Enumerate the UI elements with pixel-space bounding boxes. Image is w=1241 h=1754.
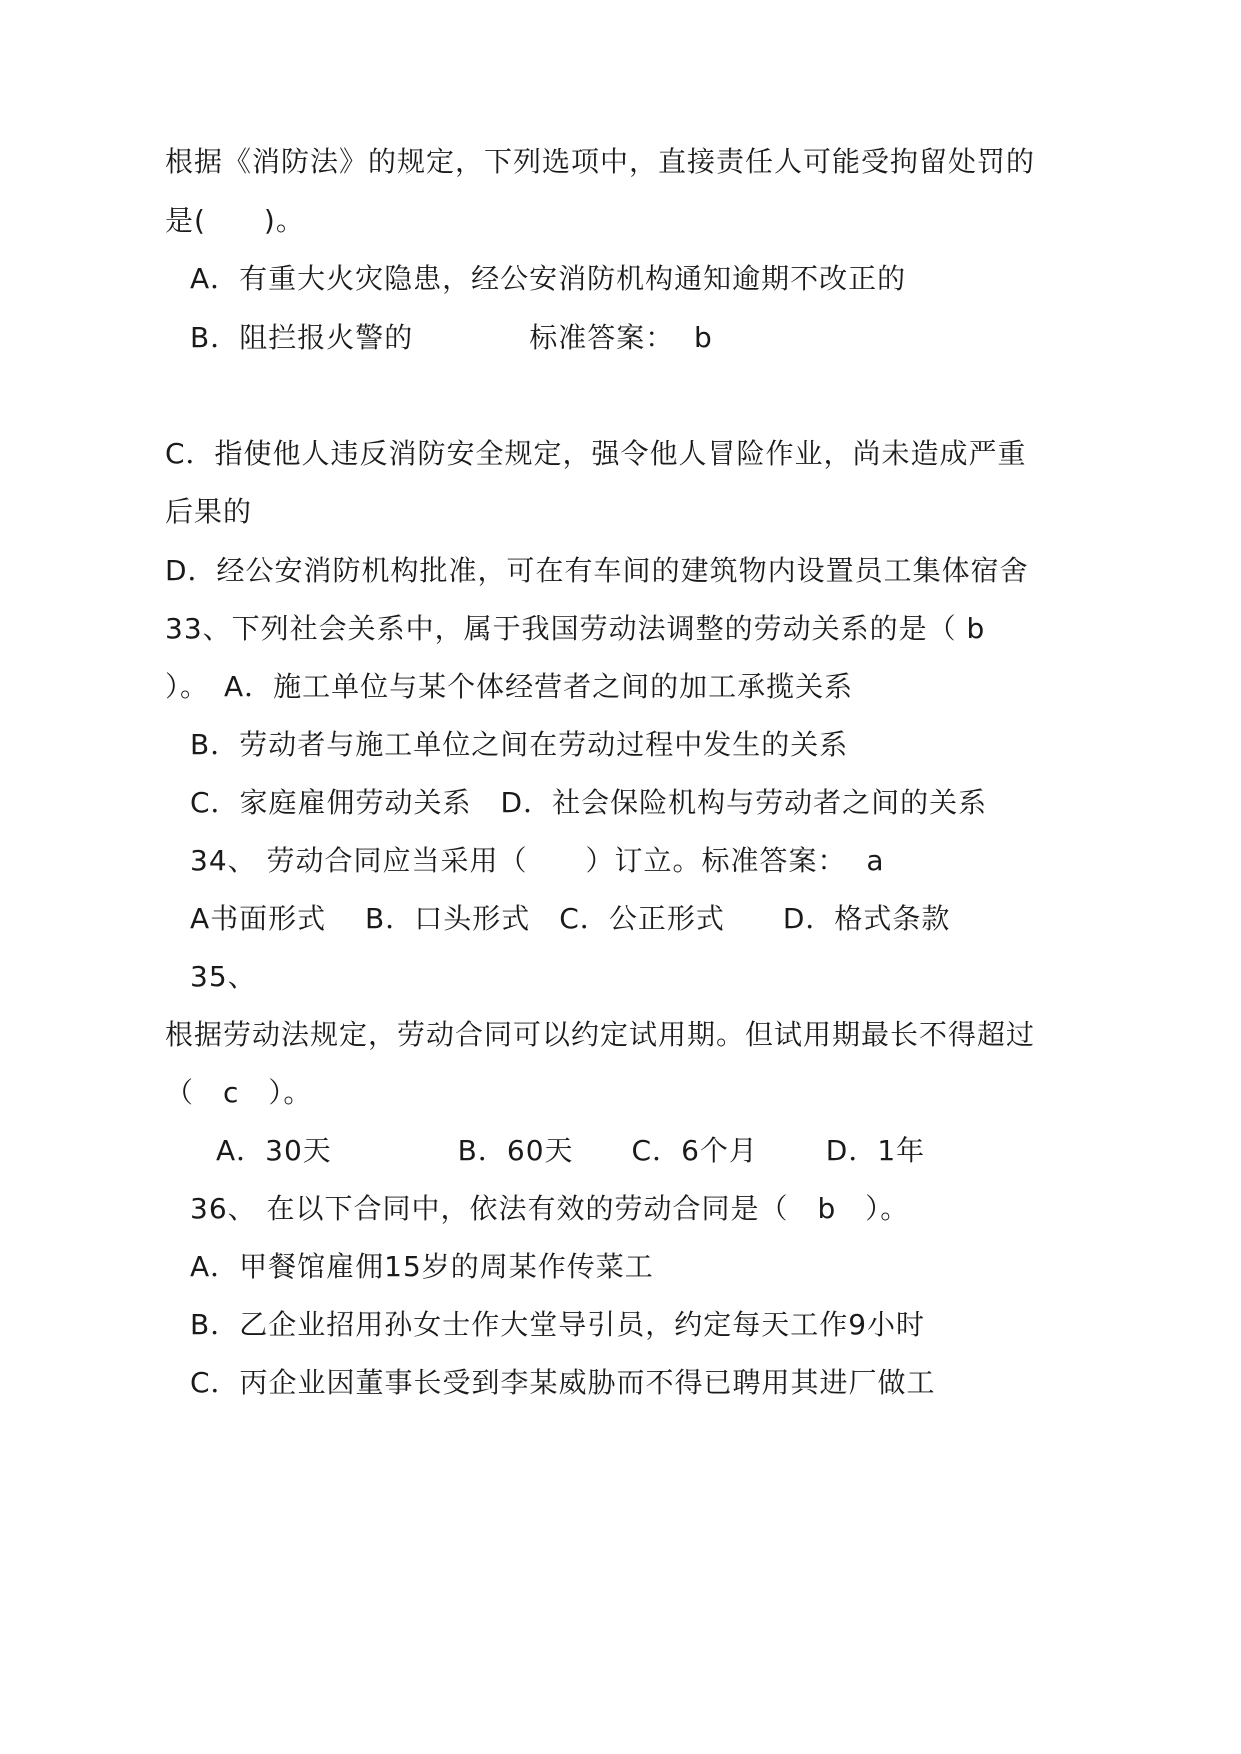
question-34-stem-answer: 34、 劳动合同应当采用（ ）订立。标准答案： a — [190, 844, 885, 877]
question-32-option-d: D．经公安消防机构批准，可在有车间的建筑物内设置员工集体宿舍 — [165, 554, 1029, 587]
question-36-option-c: C．丙企业因董事长受到李某威胁而不得已聘用其进厂做工 — [190, 1366, 936, 1399]
question-36-stem: 36、 在以下合同中，依法有效的劳动合同是（ b ）。 — [190, 1192, 910, 1225]
question-32-option-a: A．有重大火灾隐患，经公安消防机构通知逾期不改正的 — [190, 262, 907, 295]
question-32-option-c-line-1: C．指使他人违反消防安全规定，强令他人冒险作业，尚未造成严重 — [165, 437, 1027, 470]
question-35-stem-line-2: （ c ）。 — [165, 1076, 313, 1109]
question-35-number: 35、 — [190, 960, 257, 993]
question-32-option-b-answer: B．阻拦报火警的 标准答案： b — [190, 321, 713, 354]
question-34-options: A书面形式 B．口头形式 C．公正形式 D．格式条款 — [190, 902, 951, 935]
question-32-option-c-line-2: 后果的 — [165, 495, 253, 528]
question-35-options: A．30天 B．60天 C．6个月 D．1年 — [216, 1134, 926, 1167]
question-33-option-b: B．劳动者与施工单位之间在劳动过程中发生的关系 — [190, 728, 849, 761]
question-35-stem-line-1: 根据劳动法规定，劳动合同可以约定试用期。但试用期最长不得超过 — [165, 1018, 1036, 1051]
question-33-option-c-d: C．家庭雇佣劳动关系 D．社会保险机构与劳动者之间的关系 — [190, 786, 988, 819]
question-36-option-a: A．甲餐馆雇佣15岁的周某作传菜工 — [190, 1250, 654, 1283]
question-32-stem-line-2: 是( )。 — [165, 204, 305, 237]
question-33-stem-line-1: 33、下列社会关系中，属于我国劳动法调整的劳动关系的是（ b — [165, 612, 986, 645]
question-33-stem-option-a: ）。 A．施工单位与某个体经营者之间的加工承揽关系 — [165, 670, 854, 703]
question-36-option-b: B．乙企业招用孙女士作大堂导引员，约定每天工作9小时 — [190, 1308, 926, 1341]
question-32-stem-line-1: 根据《消防法》的规定，下列选项中，直接责任人可能受拘留处罚的 — [165, 145, 1036, 178]
